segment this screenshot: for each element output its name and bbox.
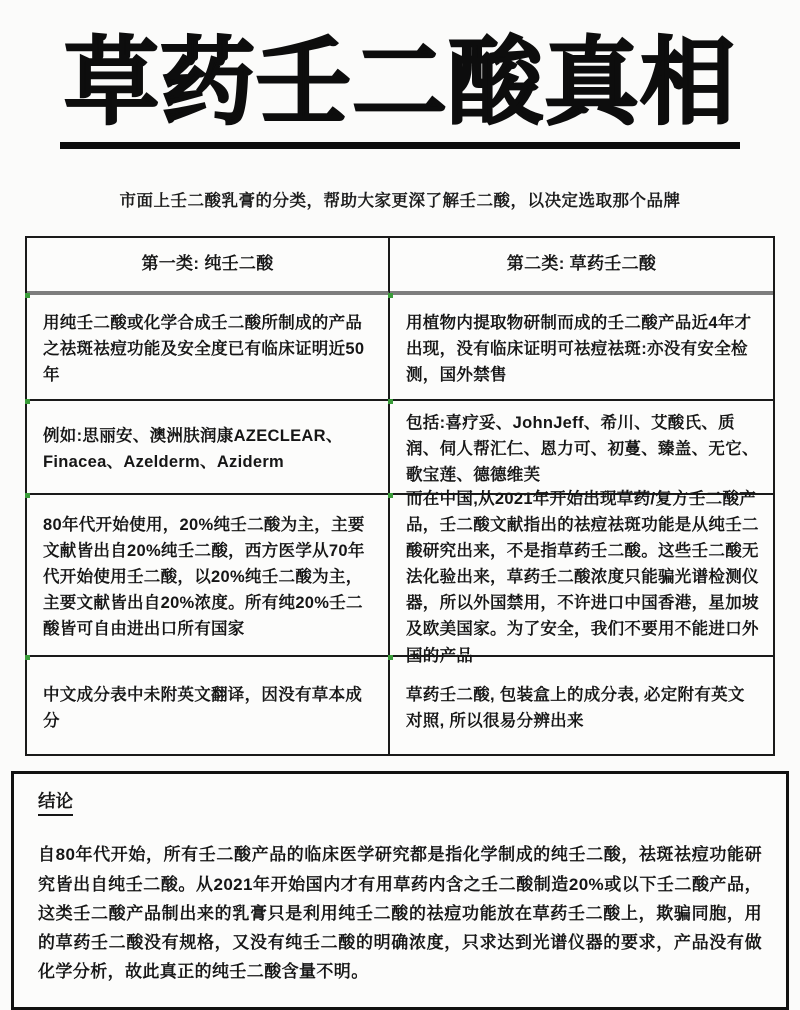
table-row2-right-cell: [390, 401, 773, 495]
cell-text: 80年代开始使用，20%纯壬二酸为主，主要文献皆出自20%纯壬二酸，西方医学从70年代开始使用壬二酸，以20%纯壬二酸为主，主要文献皆出自20%浓度。所有纯20%壬二酸皆可自由进出口所有国家: [43, 516, 365, 639]
title-block: [0, 0, 800, 149]
conclusion-heading: 结论: [38, 788, 73, 816]
table-row3-right-cell: [390, 490, 773, 665]
table-row4-left-cell: [27, 657, 390, 754]
cell-text: 而在中国,从2021年开始出现草药/复方壬二酸产品，壬二酸文献指出的祛痘祛斑功能是从纯壬二酸研究出来，不是指草药壬二酸。这些壬二酸无法化验出来，草药壬二酸浓度只能骗光谱检测仪器，所以外国禁用，不许进口中国香港，星加坡及欧美国家。为了安全，我们不要用不能进口外国的产品: [406, 490, 759, 665]
conclusion-body: 自80年代开始，所有壬二酸产品的临床医学研究都是指化学制成的纯壬二酸，祛斑祛痘功能研究皆出自纯壬二酸。从2021年开始国内才有用草药内含之壬二酸制造20%或以下壬二酸产品，这类壬二酸产品制出来的乳膏只是利用纯壬二酸的祛痘功能放在草药壬二酸上，欺骗同胞，用的草药壬二酸没有规格，又没有纯壬二酸的明确浓度，只求达到光谱仪器的要求，产品没有做化学分析，故此真正的纯壬二酸含量不明。: [38, 845, 762, 982]
cell-text: 用植物内提取物研制而成的壬二酸产品近4年才出现，没有临床证明可祛痘祛斑:亦没有安全检测，国外禁售: [406, 314, 752, 385]
cell-text: 用纯壬二酸或化学合成壬二酸所制成的产品之祛斑祛痘功能及安全度已有临床证明近50年: [43, 314, 365, 385]
table-header-herbal-azelaic: 第二类: 草药壬二酸: [390, 238, 773, 295]
conclusion-box: [11, 771, 789, 1009]
table-row1-left-cell: [27, 295, 390, 401]
cell-text: 包括:喜疗妥、JohnJeff、希川、艾酸氏、质润、伺人帮汇仁、恩力可、初蔓、臻盖、无它、歌宝莲、德德维芙: [406, 414, 759, 485]
table-row1-right-cell: [390, 295, 773, 401]
page-title: 草药壬二酸真相: [60, 30, 740, 149]
table-header-pure-azelaic: 第一类: 纯壬二酸: [27, 238, 390, 295]
page-subtitle: 市面上壬二酸乳膏的分类，帮助大家更深了解壬二酸，以决定选取那个品牌: [119, 192, 681, 211]
cell-text: 例如:思丽安、澳洲肤润康AZECLEAR、Finacea、Azelderm、Aziderm: [43, 427, 343, 472]
table-row3-left-cell: [27, 495, 390, 657]
table-row2-left-cell: [27, 401, 390, 495]
cell-text: 草药壬二酸, 包装盒上的成分表, 必定附有英文对照, 所以很易分辨出来: [406, 685, 745, 730]
comparison-table: [25, 236, 775, 756]
table-row4-right-cell: [390, 657, 773, 754]
cell-text: 中文成分表中未附英文翻译，因没有草本成分: [43, 685, 363, 730]
